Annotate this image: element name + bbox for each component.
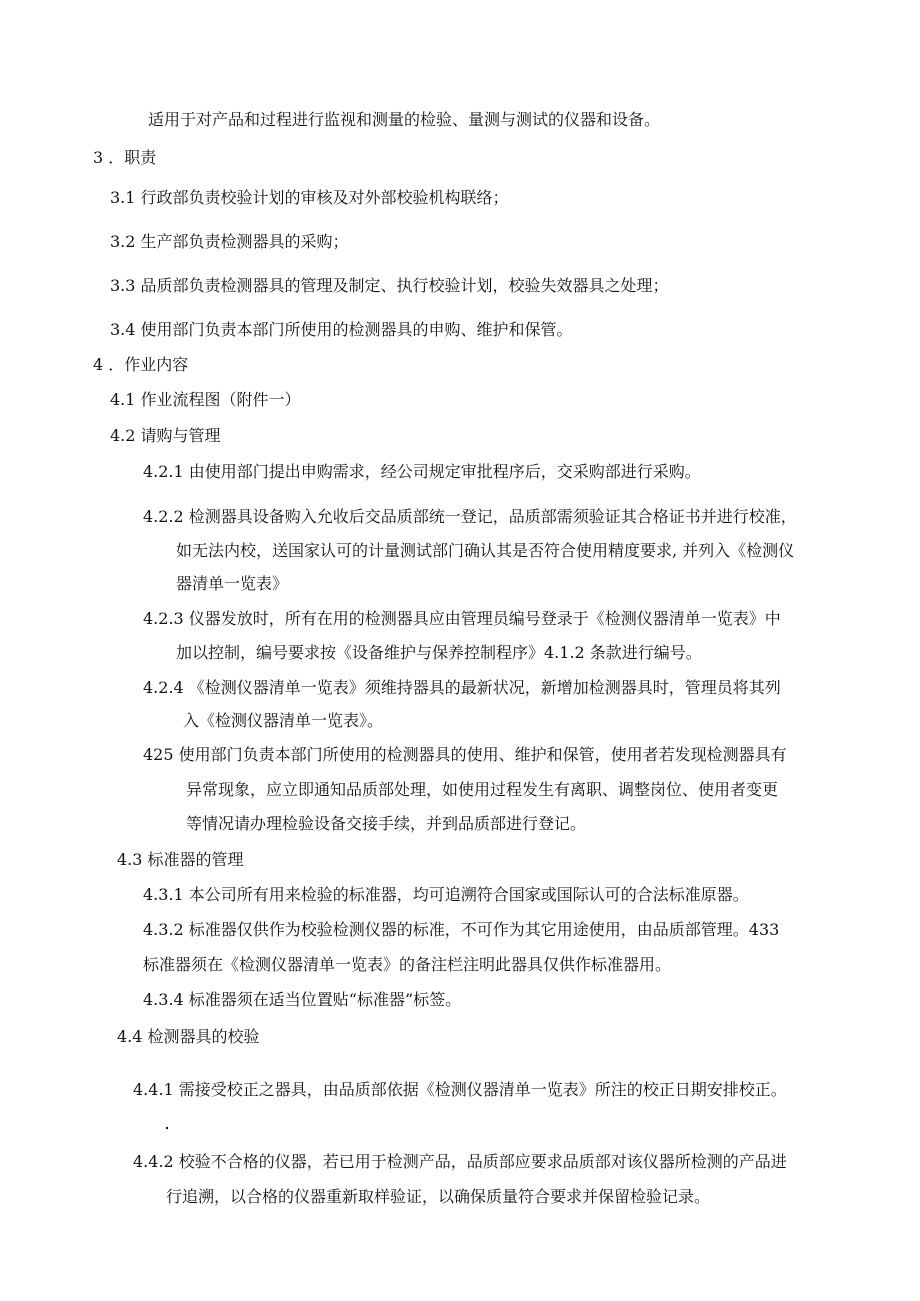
item-4-4-2-line1: 4.4.2 校验不合格的仪器，若已用于检测产品，品质部应要求品质部对该仪器所检测的产品进 — [133, 1152, 787, 1171]
item-4-2-4-line1: 4.2.4 《检测仪器清单一览表》须维持器具的最新状况，新增加检测器具时，管理员将其列 — [143, 678, 781, 697]
item-4-3-4: 4.3.4 标准器须在适当位置贴“标准器”标签。 — [143, 990, 462, 1009]
item-4-2-2-line2: 如无法内校，送国家认可的计量测试部门确认其是否符合使用精度要求, 并列入《检测仪 — [176, 541, 795, 560]
item-4-2-2-line1: 4.2.2 检测器具设备购入允收后交品质部统一登记，品质部需须验证其合格证书并进行校准， — [143, 507, 797, 526]
item-4-3-heading: 4.3 标准器的管理 — [117, 850, 244, 869]
section-3-heading: 3 ．职责 — [93, 148, 157, 167]
item-3-2: 3.2 生产部负责检测器具的采购； — [110, 232, 349, 251]
item-4-2-heading: 4.2 请购与管理 — [110, 426, 221, 445]
item-3-1: 3.1 行政部负责校验计划的审核及对外部校验机构联络； — [110, 188, 509, 207]
item-4-4-1: 4.4.1 需接受校正之器具，由品质部依据《检测仪器清单一览表》所注的校正日期安排校正。 — [133, 1080, 787, 1099]
item-4-4-heading: 4.4 检测器具的校验 — [117, 1027, 260, 1046]
stray-dot — [166, 1127, 168, 1129]
item-4-1: 4.1 作业流程图（附件一） — [110, 390, 301, 409]
item-4-2-5-line2: 异常现象，应立即通知品质部处理，如使用过程发生有离职、调整岗位、使用者变更 — [186, 780, 779, 799]
item-4-2-4-line2: 入《检测仪器清单一览表》。 — [183, 711, 384, 730]
item-4-3-2-line2: 标准器须在《检测仪器清单一览表》的备注栏注明此器具仅供作标准器用。 — [143, 955, 672, 974]
item-4-2-2-line3: 器清单一览表》 — [176, 574, 289, 593]
item-4-2-3-line1: 4.2.3 仪器发放时，所有在用的检测器具应由管理员编号登录于《检测仪器清单一览表》中 — [143, 609, 781, 628]
item-4-2-3-line2: 加以控制，编号要求按《设备维护与保养控制程序》4.1.2 条款进行编号。 — [176, 643, 702, 662]
intro-text: 适用于对产品和过程进行监视和测量的检验、量测与测试的仪器和设备。 — [148, 110, 661, 129]
item-4-4-2-line2: 行追溯，以合格的仪器重新取样验证，以确保质量符合要求并保留检验记录。 — [166, 1187, 711, 1206]
item-4-2-5-line3: 等情况请办理检验设备交接手续，并到品质部进行登记。 — [186, 814, 587, 833]
item-4-3-1: 4.3.1 本公司所有用来检验的标准器，均可追溯符合国家或国际认可的合法标准原器。 — [143, 885, 749, 904]
item-4-2-5-line1: 425 使用部门负责本部门所使用的检测器具的使用、维护和保管，使用者若发现检测器具有 — [143, 745, 787, 764]
section-4-heading: 4 ．作业内容 — [93, 355, 189, 374]
item-4-2-1: 4.2.1 由使用部门提出申购需求，经公司规定审批程序后，交采购部进行采购。 — [143, 462, 701, 481]
item-3-4: 3.4 使用部门负责本部门所使用的检测器具的申购、维护和保管。 — [110, 320, 573, 339]
item-3-3: 3.3 品质部负责检测器具的管理及制定、执行校验计划，校验失效器具之处理； — [110, 276, 669, 295]
item-4-3-2-line1: 4.3.2 标准器仅供作为校验检测仪器的标准，不可作为其它用途使用，由品质部管理。433 — [143, 920, 780, 939]
